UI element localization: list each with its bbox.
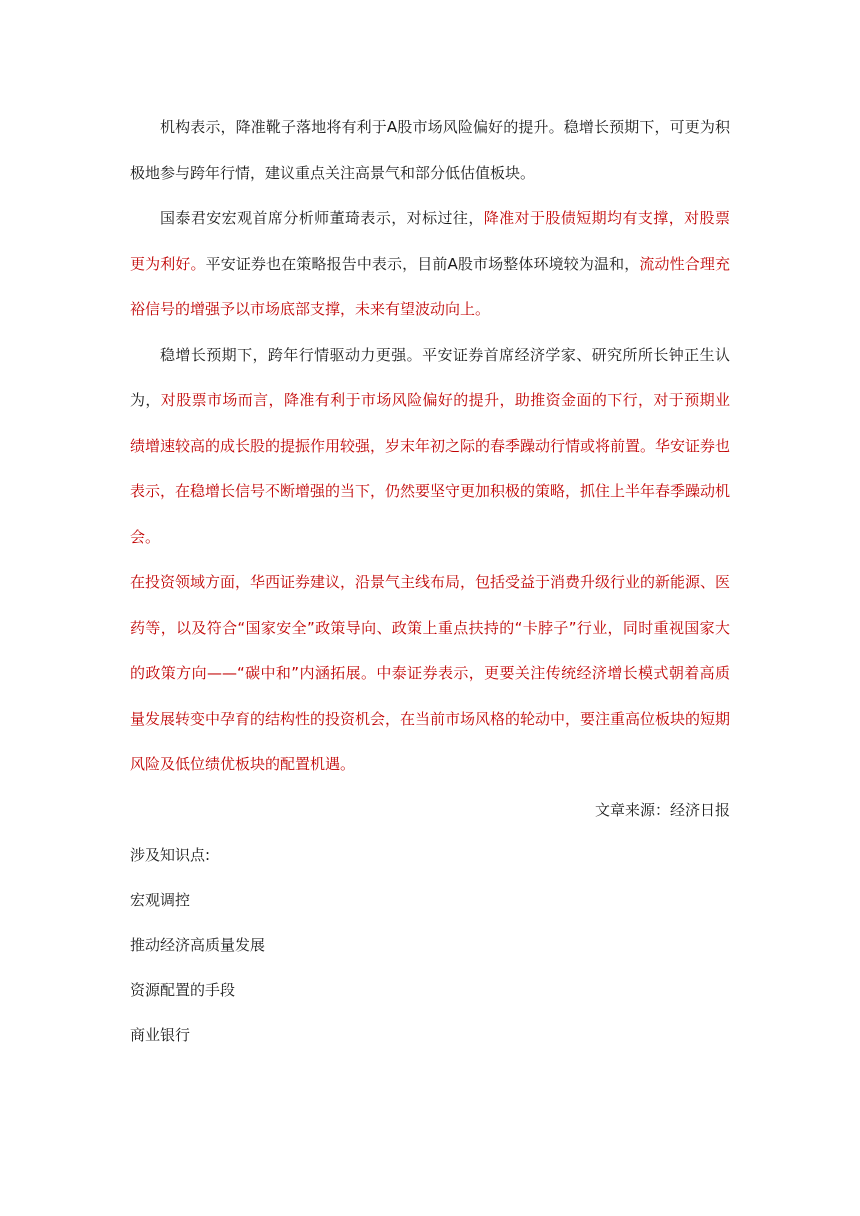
knowledge-point-item: 商业银行 [130,1026,191,1044]
article-source: 文章来源：经济日报 [594,800,730,819]
paragraph-3-highlight: 对股票市场而言，降准有利于市场风险偏好的提升，助推资金面的下行，对于预期业绩增速较高的成长股的提振作用较强，岁末年初之际的春季躁动行情或将前置。华安证券也表示，在稳增长信号不断增强的当下，仍然要坚守更加积极的策略，抓住上半年春季躁动机会。 [130,391,731,546]
knowledge-point-item: 资源配置的手段 [130,981,236,999]
paragraph-2-text-b: 平安证券也在策略报告中表示，目前A股市场整体环境较为温和， [205,254,640,273]
paragraph-2-text-a: 国泰君安宏观首席分析师董琦表示，对标过往， [160,209,484,227]
paragraph-3 [130,333,730,561]
paragraph-4-highlight: 在投资领域方面，华西证券建议，沿景气主线布局，包括受益于消费升级行业的新能源、医药等，以及符合“国家安全”政策导向、政策上重点扶持的“卡脖子”行业，同时重视国家大的政策方向——“碳中和”内涵拓展。中泰证券表示，更要关注传统经济增长模式朝着高质量发展转变中孕育的结构性的投资机会，在当前市场风格的轮动中，要注重高位板块的短期风险及低位绩优板块的配置机遇。 [130,573,731,773]
document-page [130,105,730,1058]
knowledge-point-item: 推动经济高质量发展 [130,936,266,954]
paragraph-2 [130,196,730,333]
paragraph-2-highlight-b: 流动性合理充裕信号的增强予以市场底部支撑，未来有望波动向上。 [130,254,730,318]
paragraph-1: 机构表示，降准靴子落地将有利于A股市场风险偏好的提升。稳增长预期下，可更为积极地参与跨年行情，建议重点关注高景气和部分低估值板块。 [130,118,730,182]
knowledge-points-heading: 涉及知识点: [130,846,211,864]
knowledge-point-item: 宏观调控 [130,891,191,909]
paragraph-2-highlight-a: 降准对于股债短期均有支撑，对股票更为利好。 [130,209,730,273]
paragraph-3-text: 稳增长预期下，跨年行情驱动力更强。平安证券首席经济学家、研究所所长钟正生认为， [130,345,730,409]
